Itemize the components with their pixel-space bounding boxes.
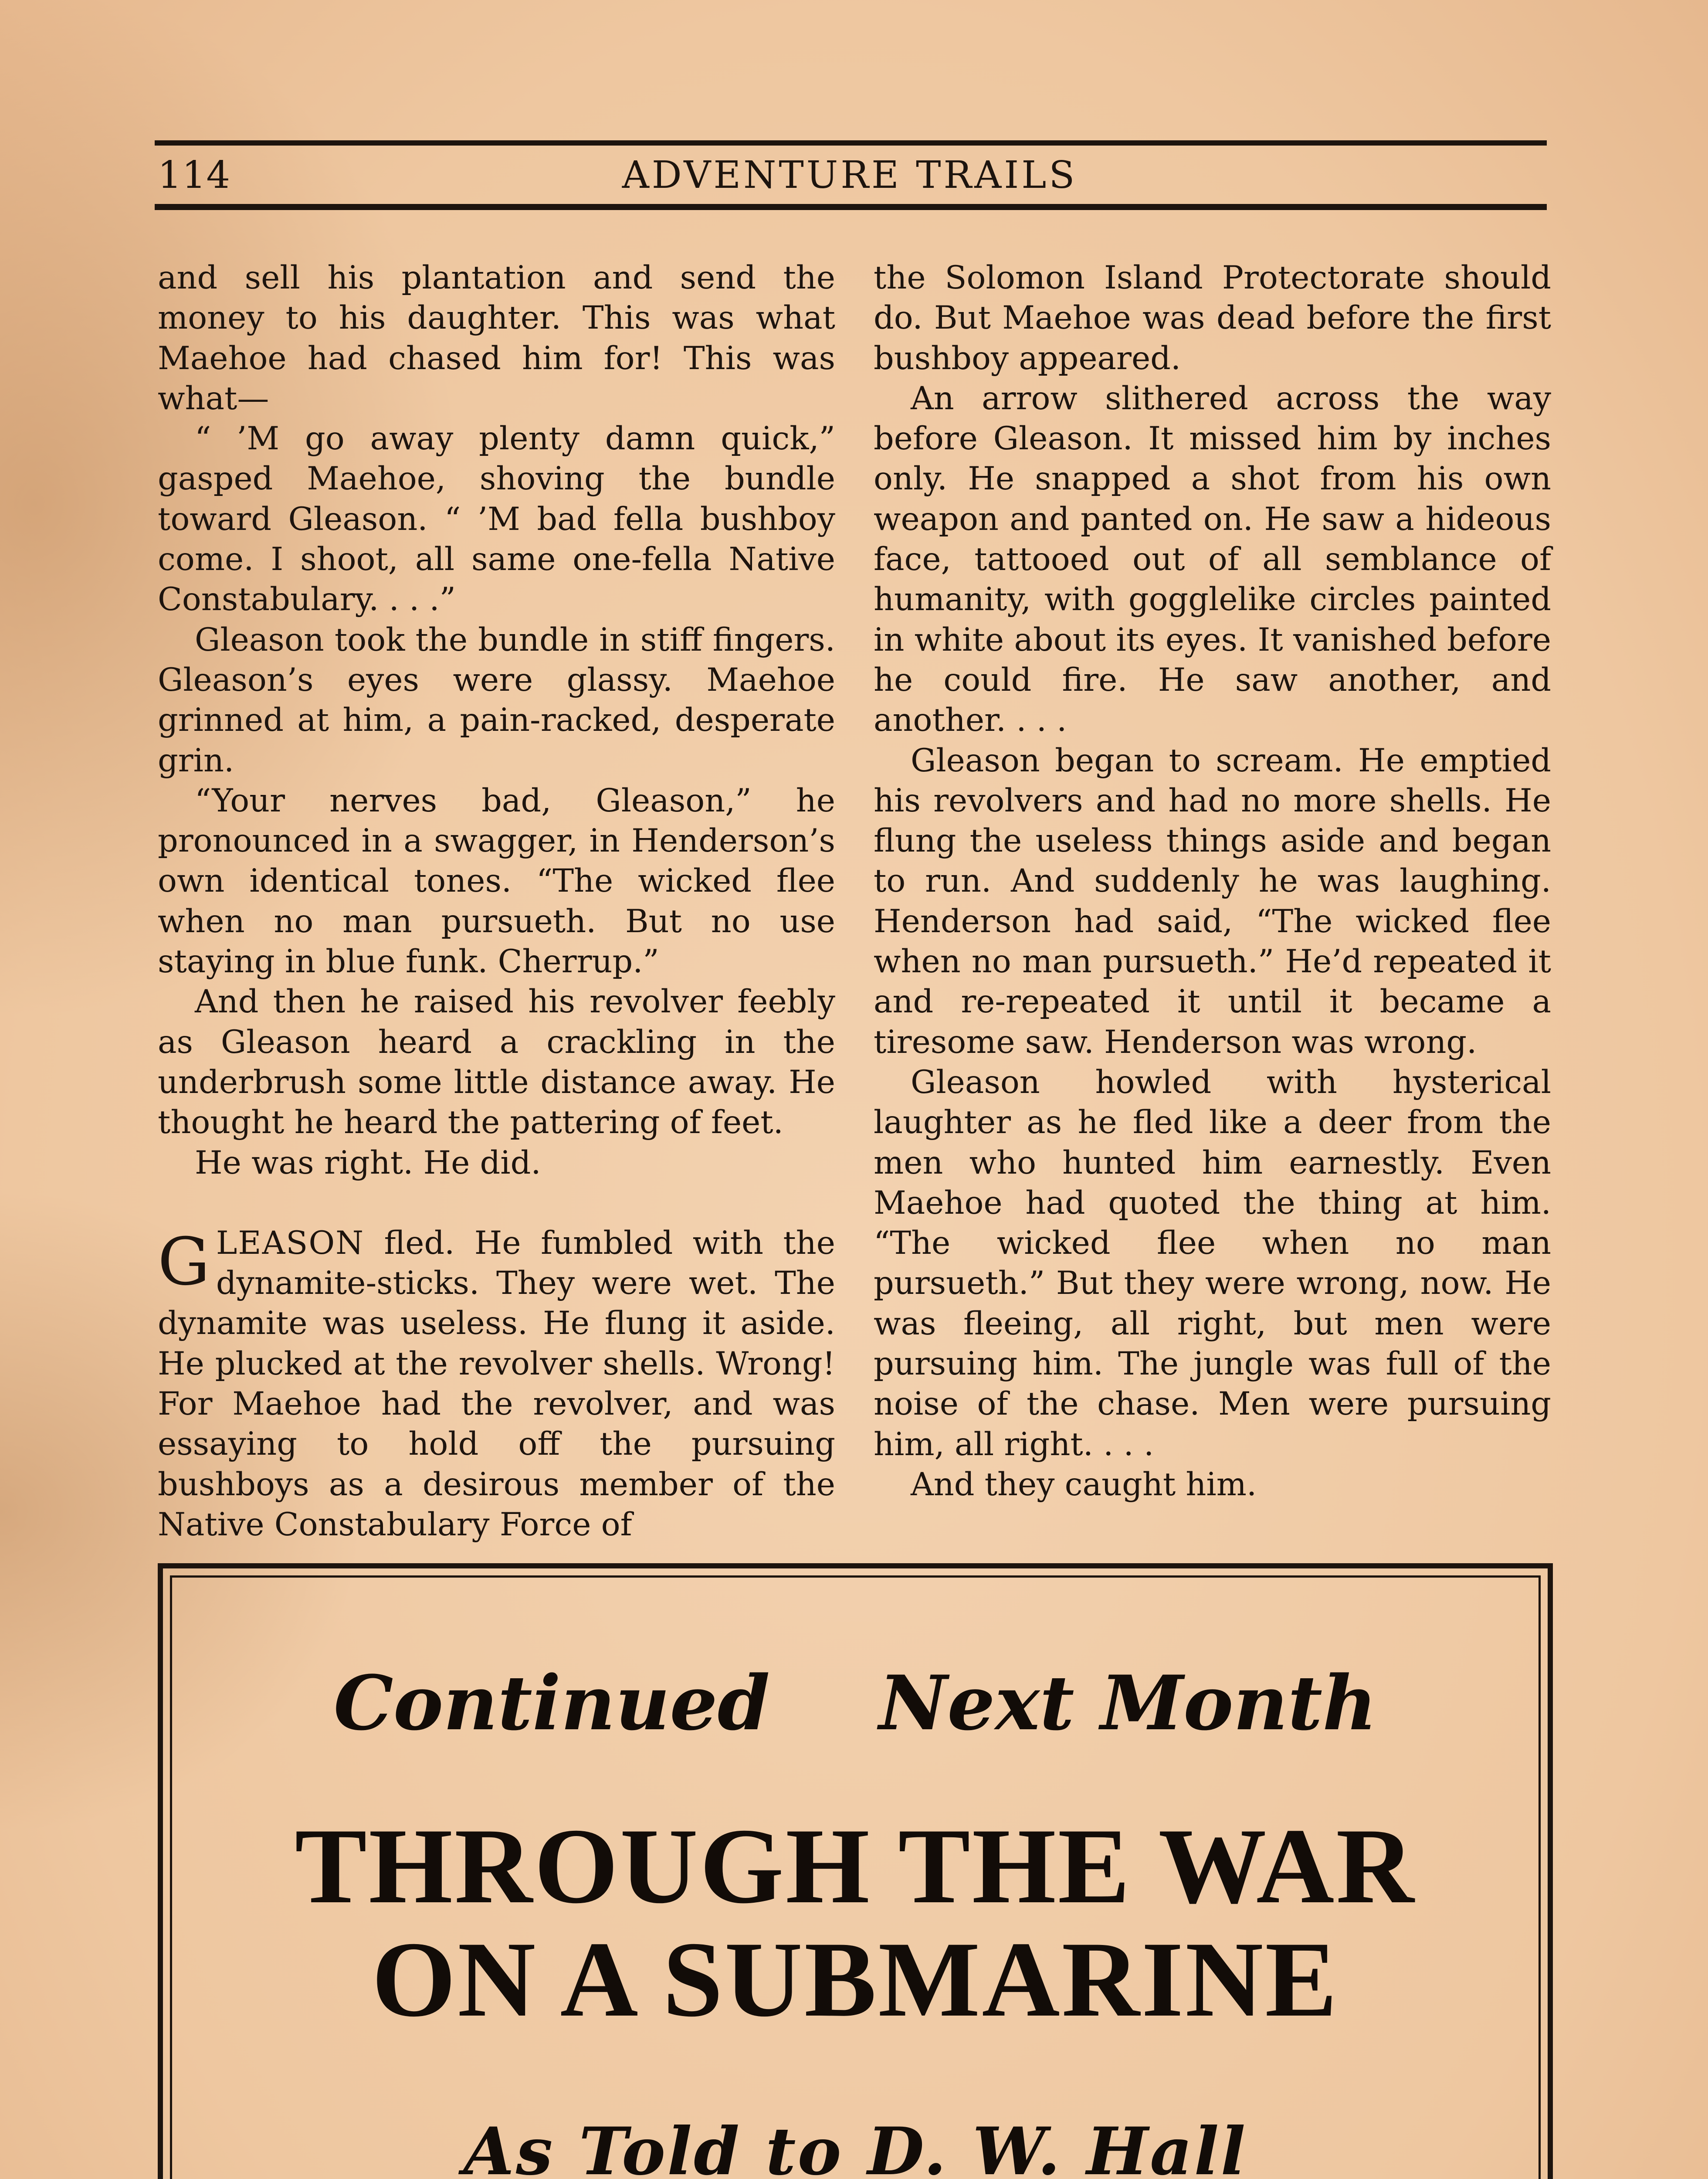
paragraph: “ ’M go away plenty damn quick,” gasped Maehoe, shoving the bundle toward Gleason. “ ’M bad fella bushboy come. I shoot, all same one-fella Native Constabulary. . . .”: [158, 420, 835, 618]
next-month-words: Next Month: [879, 1659, 1377, 1747]
running-head: ADVENTURE TRAILS: [622, 153, 1078, 197]
left-column: [158, 258, 835, 1545]
section-paragraph: [158, 1223, 835, 1545]
paragraph: And then he raised his revolver feebly as Gleason heard a crackling in the underbrush some little distance away. He thought he heard the pattering of feet.: [158, 983, 835, 1141]
paragraph: Gleason began to scream. He emptied his revolvers and had no more shells. He flung the useless things aside and began to run. And suddenly he was laughing. Henderson had said, “The wicked flee when no man pursueth.” He’d repeated it and re-repeated it until it became a tiresome saw. Henderson was wrong.: [874, 742, 1551, 1061]
story-title-line-2: ON A SUBMARINE: [372, 1919, 1339, 2039]
paragraph-text: fled. He fumbled with the dynamite-sticks. They were wet. The dynamite was useless. He flung it aside. He plucked at the revolver shells. Wrong! For Maehoe had the revolver, and was essaying to hold off the pursuing bushboys as a desirous member of the Native Constabulary Force of: [158, 1224, 835, 1543]
continued-word: Continued: [333, 1659, 770, 1747]
paragraph: and sell his plantation and send the money to his daughter. This was what Maehoe had chased him for! This was what—: [158, 259, 835, 417]
paragraph: Gleason howled with hysterical laughter as he fled like a deer from the men who hunted him earnestly. Even Maehoe had quoted the thing at him. “The wicked flee when no man pursueth.” But they were wrong, now. He was fleeing, all right, but men were pursuing him. The jungle was full of the noise of the chase. Men were pursuing him, all right. . . .: [874, 1063, 1551, 1463]
paragraph: Gleason took the bundle in stiff fingers. Gleason’s eyes were glassy. Maehoe grinned at him, a pain-racked, desperate grin.: [158, 621, 835, 779]
paragraph: He was right. He did.: [195, 1144, 541, 1181]
page-number: 114: [158, 153, 231, 197]
announcement-box: [158, 1563, 1553, 2179]
paragraph: “Your nerves bad, Gleason,” he pronounced in a swagger, in Henderson’s own identical tones. “The wicked flee when no man pursueth. But no use staying in blue funk. Cherrup.”: [158, 782, 835, 981]
paragraph: And they caught him.: [911, 1466, 1257, 1503]
right-column: [874, 258, 1551, 1505]
announcement-inner-border: [170, 1575, 1541, 2179]
byline-as-told-to: As Told to D. W. Hall: [463, 2113, 1247, 2179]
header-rule-top: [155, 140, 1547, 146]
lede-word: LEASON: [216, 1224, 365, 1262]
paragraph: An arrow slithered across the way before Gleason. It missed him by inches only. He snapped a shot from his own weapon and panted on. He saw a hideous face, tattooed out of all semblance of humanity, with gogglelike circles painted in white about its eyes. It vanished before he could fire. He saw another, and another. . . .: [874, 380, 1551, 739]
story-title-line-1: THROUGH THE WAR: [295, 1806, 1416, 1926]
continued-next-month: [172, 1660, 1539, 1747]
header-rule-bottom: [155, 204, 1547, 210]
drop-cap: G: [158, 1224, 210, 1300]
paragraph: the Solomon Island Protectorate should do. But Maehoe was dead before the first bushboy appeared.: [874, 259, 1551, 377]
